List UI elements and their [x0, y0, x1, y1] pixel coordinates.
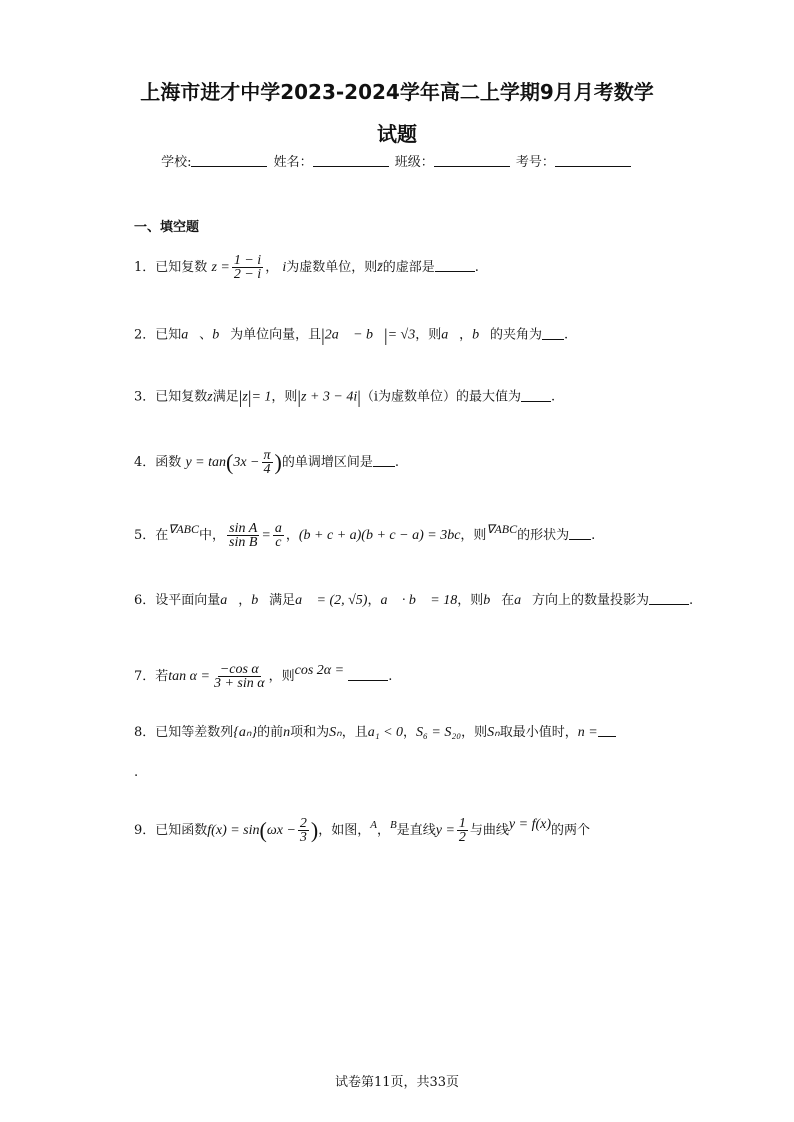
fraction — [212, 663, 267, 690]
question-text: 中， — [199, 528, 226, 543]
question-text: 为单位向量，且 — [230, 327, 322, 343]
fraction-denominator: 2 — [458, 830, 466, 845]
math-expr: ∇ABC — [168, 522, 199, 536]
question-8 — [134, 724, 616, 742]
math-expr: {aₙ} — [233, 725, 258, 740]
answer-blank[interactable] — [649, 592, 689, 605]
abs-bar: | — [297, 387, 302, 407]
math-expr: 3x − — [233, 455, 260, 470]
math-expr: ωx − — [266, 823, 296, 838]
student-info-row — [0, 151, 794, 170]
question-text: . — [591, 528, 596, 543]
question-text: ， — [285, 528, 299, 543]
question-text: ， — [376, 823, 390, 838]
question-text: ，如图， — [318, 823, 371, 838]
math-expr: z + 3 − 4i — [301, 389, 358, 405]
question-text: 的前 — [257, 725, 284, 740]
math-expr: b⃗ — [483, 593, 502, 608]
school-label: 学校: — [161, 155, 192, 170]
question-5 — [134, 520, 595, 549]
math-expr: y = f(x) — [508, 817, 552, 832]
question-text: 项和为 — [290, 725, 330, 740]
question-text: 在 — [501, 593, 515, 608]
left-paren: ( — [226, 449, 234, 475]
question-3 — [134, 388, 555, 407]
class-field[interactable] — [434, 154, 510, 167]
question-text: 的虚部是 — [382, 260, 435, 275]
answer-blank[interactable] — [569, 527, 591, 540]
abs-bar: | — [247, 387, 252, 407]
question-text: 取最小值时， — [499, 725, 578, 740]
math-expr: b⃗ — [472, 327, 491, 343]
math-expr: Sₙ — [487, 725, 500, 740]
answer-blank[interactable] — [373, 454, 395, 467]
question-text: 函数 — [155, 455, 182, 470]
answer-blank[interactable] — [521, 389, 551, 402]
page-footer: 试卷第11页，共33页 — [334, 1075, 460, 1090]
class-label: 班级： — [394, 155, 434, 170]
question-text: . — [689, 593, 694, 608]
question-text: ， — [403, 725, 417, 740]
question-text: 的两个 — [551, 823, 591, 838]
question-text: （i为虚数单位）的最大值为 — [360, 389, 522, 405]
question-text: 的单调增区间是 — [281, 455, 373, 470]
question-text: 在 — [155, 528, 169, 543]
section-heading: 一、填空题 — [134, 220, 200, 235]
question-1 — [134, 254, 479, 281]
document-title-line1: 上海市进才中学2023-2024学年高二上学期9月月考数学 — [140, 80, 654, 104]
question-text: ，则 — [268, 669, 295, 684]
fraction — [232, 254, 263, 281]
fraction — [273, 522, 284, 549]
math-expr: a⃗ — [220, 593, 239, 608]
question-8-continuation — [134, 764, 138, 782]
math-expr: y = tan — [185, 455, 226, 470]
math-expr: = — [261, 528, 271, 543]
math-expr: 2a⃗ − b⃗ — [324, 327, 384, 343]
question-text: . — [388, 669, 393, 684]
fraction-numerator: 1 — [458, 816, 466, 831]
question-text: 方向上的数量投影为 — [532, 593, 650, 608]
math-expr: = √3 — [387, 327, 416, 343]
question-text: ，则 — [460, 528, 487, 543]
question-number: 1． — [134, 260, 156, 275]
abs-bar: | — [321, 325, 325, 345]
question-number: 8． — [134, 725, 156, 740]
question-text: 、 — [199, 327, 213, 343]
math-expr: z — [207, 389, 213, 405]
question-text: 满足 — [269, 593, 296, 608]
fraction-denominator: 2 − i — [233, 267, 262, 282]
fraction-numerator: sin A — [229, 521, 258, 536]
question-text: 已知等差数列 — [155, 725, 234, 740]
math-expr: f(x) = sin — [207, 823, 260, 838]
fraction — [298, 817, 309, 844]
fraction-denominator: 3 — [299, 830, 307, 845]
math-expr: Sₙ — [329, 725, 342, 740]
question-text: . — [551, 389, 556, 405]
fraction-numerator: −cos α — [219, 662, 259, 677]
question-text: . — [394, 455, 399, 470]
math-expr: a⃗ — [181, 327, 200, 343]
math-expr: b⃗ — [251, 593, 270, 608]
fraction-denominator: c — [275, 535, 282, 550]
name-field[interactable] — [313, 154, 389, 167]
answer-blank[interactable] — [435, 259, 475, 272]
question-text: . — [474, 260, 479, 275]
math-expr: i — [282, 260, 287, 275]
right-paren: ) — [310, 817, 319, 843]
math-expr: A — [370, 819, 377, 831]
fraction-numerator: a — [274, 521, 282, 536]
question-text: . — [134, 765, 139, 780]
question-number: 3． — [134, 389, 156, 405]
fraction — [457, 817, 468, 844]
math-expr: = 1 — [251, 389, 272, 405]
fraction-denominator: 3 + sin α — [213, 676, 265, 691]
question-number: 7． — [134, 669, 156, 684]
question-text: ，则 — [461, 725, 488, 740]
math-expr: n = — [577, 725, 598, 740]
question-text: ，则 — [415, 327, 442, 343]
fraction-denominator: sin B — [229, 535, 258, 550]
abs-bar: | — [238, 387, 243, 407]
question-text: ， — [265, 260, 279, 275]
math-expr: tan α = — [168, 669, 210, 684]
name-label: 姓名： — [273, 155, 313, 170]
question-text: 的形状为 — [517, 528, 570, 543]
question-text: 满足 — [212, 389, 239, 405]
math-expr: a⃗ = (2, √5) — [295, 593, 368, 608]
math-expr: S₆ = S₂₀ — [416, 725, 462, 740]
answer-blank[interactable] — [348, 668, 388, 681]
question-text: ， — [367, 593, 381, 608]
question-text: . — [564, 327, 569, 343]
fraction — [262, 449, 273, 476]
question-4 — [134, 449, 399, 476]
fraction-denominator: 4 — [263, 462, 271, 477]
question-number: 9． — [134, 823, 156, 838]
id-label: 考号： — [515, 155, 555, 170]
question-text: ， — [459, 327, 473, 343]
id-field[interactable] — [555, 154, 631, 167]
math-expr: B — [389, 819, 397, 831]
math-expr: a⃗ · b⃗ = 18 — [380, 593, 458, 608]
fraction-numerator: 2 — [299, 816, 307, 831]
math-expr: z — [242, 389, 248, 405]
question-text: ，则 — [271, 389, 298, 405]
abs-bar: | — [357, 387, 361, 407]
left-paren: ( — [259, 817, 267, 843]
math-expr: n — [283, 725, 291, 740]
document-title-line2: 试题 — [377, 122, 417, 146]
question-7 — [134, 662, 392, 690]
question-text: 为虚数单位，则 — [286, 260, 378, 275]
math-expr: ∇ABC — [486, 522, 518, 536]
question-text: 已知复数 — [155, 260, 208, 275]
question-text: 若 — [155, 669, 169, 684]
question-6 — [134, 592, 693, 610]
math-expr: b⃗ — [212, 327, 231, 343]
question-number: 2． — [134, 327, 156, 343]
math-expr: a⃗ — [514, 593, 533, 608]
question-number: 5． — [134, 528, 156, 543]
right-paren: ) — [274, 449, 282, 475]
question-text: 与曲线 — [469, 823, 509, 838]
abs-bar: | — [383, 325, 388, 345]
answer-blank[interactable] — [542, 327, 564, 340]
math-expr: cos 2α = — [294, 663, 345, 678]
question-text: 已知函数 — [155, 823, 208, 838]
question-text: ，且 — [341, 725, 368, 740]
fraction — [227, 522, 259, 549]
fraction-numerator: π — [263, 448, 271, 463]
math-expr: z̄ — [377, 260, 383, 275]
question-text: ，则 — [457, 593, 484, 608]
question-number: 6． — [134, 593, 156, 608]
answer-blank[interactable] — [598, 724, 616, 737]
question-text: 是直线 — [396, 823, 436, 838]
math-expr: z = — [211, 260, 230, 275]
math-expr: a⃗ — [441, 327, 460, 343]
fraction-numerator: 1 − i — [233, 253, 262, 268]
question-text: 已知复数 — [155, 389, 208, 405]
question-text: 的夹角为 — [490, 327, 543, 343]
math-expr: (b + c + a)(b + c − a) = 3bc — [298, 528, 461, 543]
math-expr: y = — [435, 823, 455, 838]
question-text: 已知 — [155, 327, 182, 343]
math-expr: a₁ < 0 — [367, 725, 404, 740]
question-number: 4． — [134, 455, 156, 470]
question-text: ， — [238, 593, 252, 608]
question-text: 设平面向量 — [155, 593, 221, 608]
question-2 — [134, 326, 568, 345]
school-field[interactable] — [191, 154, 267, 167]
question-9 — [134, 816, 590, 844]
